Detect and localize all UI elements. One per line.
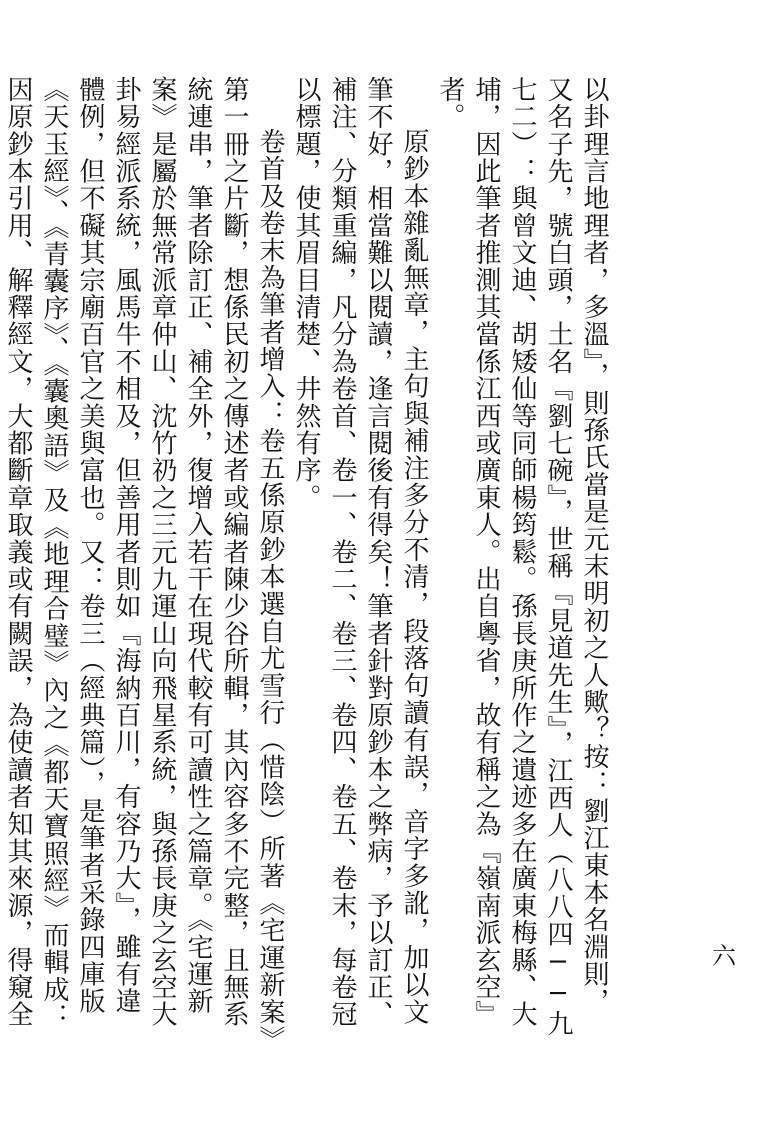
paragraph-1-text: 以卦理言地理者，多溫』，則孫氏當是元末明初之人歟？按：劉江東本名淵則，又名子先，號白頭，土名『劉七碗』，世稱『見道先生』，江西人（八八四──九七二）：與曾文迪、胡矮仙等同師楊筠鬆。孫長庚所作之遺迹多在廣東梅縣、大埔，因此筆者推測其當係江西或廣東人。出自粵省，故有稱之為『嶺南派玄空』者。 bbox=[435, 76, 609, 1038]
paragraph-1 bbox=[432, 76, 612, 1040]
paragraph-2-text: 原鈔本雜亂無章，主句與補注多分不清，段落句讀有誤，音字多訛，加以文筆不好，相當難以閱讀，逢言閱後有得矣！筆者針對原鈔本之弊病，予以訂正、補注、分類重編，凡分為卷首、卷一、卷二、卷三、卷四、卷五、卷末，每卷冠以標題，使其眉目清楚、井然有序。 bbox=[291, 76, 429, 1028]
vertical-text-block bbox=[3, 76, 612, 1040]
paragraph-2 bbox=[288, 76, 432, 1040]
page-number: 六 bbox=[712, 942, 736, 970]
paragraph-3-text: 卷首及卷末為筆者增入：卷五係原鈔本選自尤雪行（惜陰）所著《宅運新案》第一冊之片斷，想係民初之傳述者或編者陳少谷所輯，其內容多不完整，且無系統連串，筆者除訂正、補全外，復增入若干在現代較有可讀性之篇章。《宅運新案》是屬於無常派章仲山、沈竹礽之三元九運山向飛星系統，與孫長庚之玄空大卦易經派系統，風馬牛不相及，但善用者則如『海納百川，有容乃大』，雖有違體例，但不礙其宗廟百官之美與富也。又：卷三（經典篇），是筆者采錄四庫版《天玉經》、《青囊序》、《囊奧語》及《地理合璧》內之《都天寶照經》而輯成：因原鈔本引用、解釋經文，大都斷章取義或有闕誤，為使讀者知其來源，得窺全 bbox=[3, 76, 285, 1040]
paragraph-3 bbox=[0, 76, 288, 1040]
